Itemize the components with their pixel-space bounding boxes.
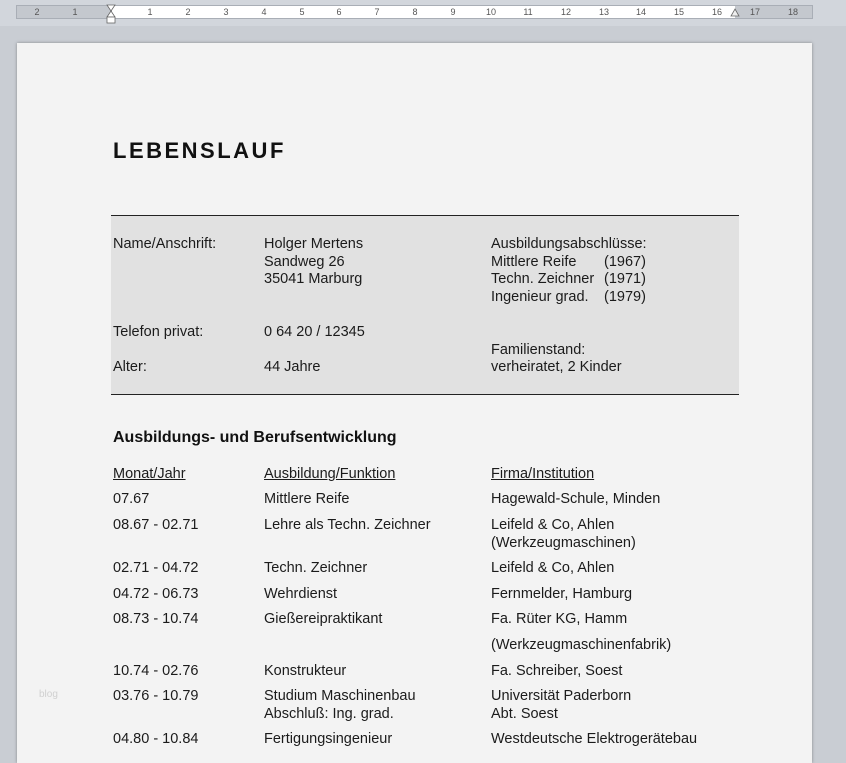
- row-date: 03.76 - 10.79: [113, 688, 199, 704]
- row-role-detail: Abschluß: Ing. grad.: [264, 706, 394, 722]
- watermark-text: blog: [39, 689, 58, 700]
- ruler-number: 16: [711, 7, 723, 17]
- row-date: 08.73 - 10.74: [113, 611, 199, 627]
- row-org-detail: (Werkzeugmaschinen): [491, 535, 636, 551]
- degree-year: (1979): [604, 289, 646, 305]
- row-org: Leifeld & Co, Ahlen: [491, 517, 615, 533]
- ruler-number: 10: [485, 7, 497, 17]
- ruler-number: 5: [299, 7, 305, 17]
- row-org: Fa. Rüter KG, Hamm: [491, 611, 628, 627]
- row-role: Studium Maschinenbau: [264, 688, 416, 704]
- phone-label: Telefon privat:: [113, 324, 204, 340]
- document-page[interactable]: [17, 43, 812, 763]
- ruler-number: 13: [598, 7, 610, 17]
- ruler-number: 11: [523, 7, 533, 17]
- name-label: Name/Anschrift:: [113, 236, 217, 252]
- column-header-date: Monat/Jahr: [113, 466, 186, 482]
- marital-value: verheiratet, 2 Kinder: [491, 359, 622, 375]
- ruler-number: 17: [749, 7, 761, 17]
- row-org: Fernmelder, Hamburg: [491, 586, 633, 602]
- row-date: 04.80 - 10.84: [113, 731, 199, 747]
- horizontal-ruler[interactable]: [16, 5, 813, 19]
- ruler-number: 7: [374, 7, 380, 17]
- ruler-number: 2: [34, 7, 40, 17]
- age-label: Alter:: [113, 359, 147, 375]
- row-role: Techn. Zeichner: [264, 560, 368, 576]
- ruler-number: 4: [261, 7, 267, 17]
- degree-name: Techn. Zeichner: [491, 271, 595, 287]
- degree-name: Mittlere Reife: [491, 254, 577, 270]
- ruler-number: 15: [673, 7, 685, 17]
- phone-value: 0 64 20 / 12345: [264, 324, 365, 340]
- ruler-number: 6: [336, 7, 342, 17]
- column-header-role: Ausbildung/Funktion: [264, 466, 396, 482]
- right-indent-marker-icon[interactable]: [730, 8, 740, 18]
- row-role: Fertigungsingenieur: [264, 731, 393, 747]
- row-org: Leifeld & Co, Ahlen: [491, 560, 615, 576]
- ruler-left-margin: [17, 6, 112, 18]
- name-value: Holger Mertens: [264, 236, 364, 252]
- row-role: Gießereipraktikant: [264, 611, 383, 627]
- ruler-number: 3: [223, 7, 229, 17]
- ruler-number: 1: [147, 7, 153, 17]
- row-date: 07.67: [113, 491, 150, 507]
- ruler-number: 2: [185, 7, 191, 17]
- row-org: Fa. Schreiber, Soest: [491, 663, 623, 679]
- degree-name: Ingenieur grad.: [491, 289, 589, 305]
- row-date: 08.67 - 02.71: [113, 517, 199, 533]
- degree-year: (1967): [604, 254, 646, 270]
- row-role: Lehre als Techn. Zeichner: [264, 517, 431, 533]
- ruler-number: 8: [412, 7, 418, 17]
- street-value: Sandweg 26: [264, 254, 345, 270]
- column-header-org: Firma/Institution: [491, 466, 595, 482]
- horizontal-ruler-bar: [0, 0, 846, 26]
- ruler-number: 12: [560, 7, 572, 17]
- section-title: Ausbildungs- und Berufsentwicklung: [113, 429, 397, 446]
- row-role: Mittlere Reife: [264, 491, 350, 507]
- marital-label: Familienstand:: [491, 342, 586, 358]
- row-org: Westdeutsche Elektrogerätebau: [491, 731, 698, 747]
- row-role: Wehrdienst: [264, 586, 338, 602]
- degrees-label: Ausbildungsabschlüsse:: [491, 236, 647, 252]
- degree-year: (1971): [604, 271, 646, 287]
- row-role: Konstrukteur: [264, 663, 347, 679]
- left-indent-marker-icon[interactable]: [106, 4, 116, 24]
- row-org-detail: (Werkzeugmaschinenfabrik): [491, 637, 672, 653]
- age-value: 44 Jahre: [264, 359, 321, 375]
- ruler-right-margin: [735, 6, 812, 18]
- ruler-number: 18: [787, 7, 799, 17]
- row-org: Universität Paderborn: [491, 688, 632, 704]
- row-date: 02.71 - 04.72: [113, 560, 199, 576]
- document-title: LEBENSLAUF: [113, 138, 286, 163]
- row-date: 04.72 - 06.73: [113, 586, 199, 602]
- city-value: 35041 Marburg: [264, 271, 363, 287]
- row-org: Hagewald-Schule, Minden: [491, 491, 661, 507]
- ruler-number: 9: [450, 7, 456, 17]
- ruler-number: 14: [635, 7, 647, 17]
- ruler-number: 1: [72, 7, 78, 17]
- row-date: 10.74 - 02.76: [113, 663, 199, 679]
- row-org-detail: Abt. Soest: [491, 706, 558, 722]
